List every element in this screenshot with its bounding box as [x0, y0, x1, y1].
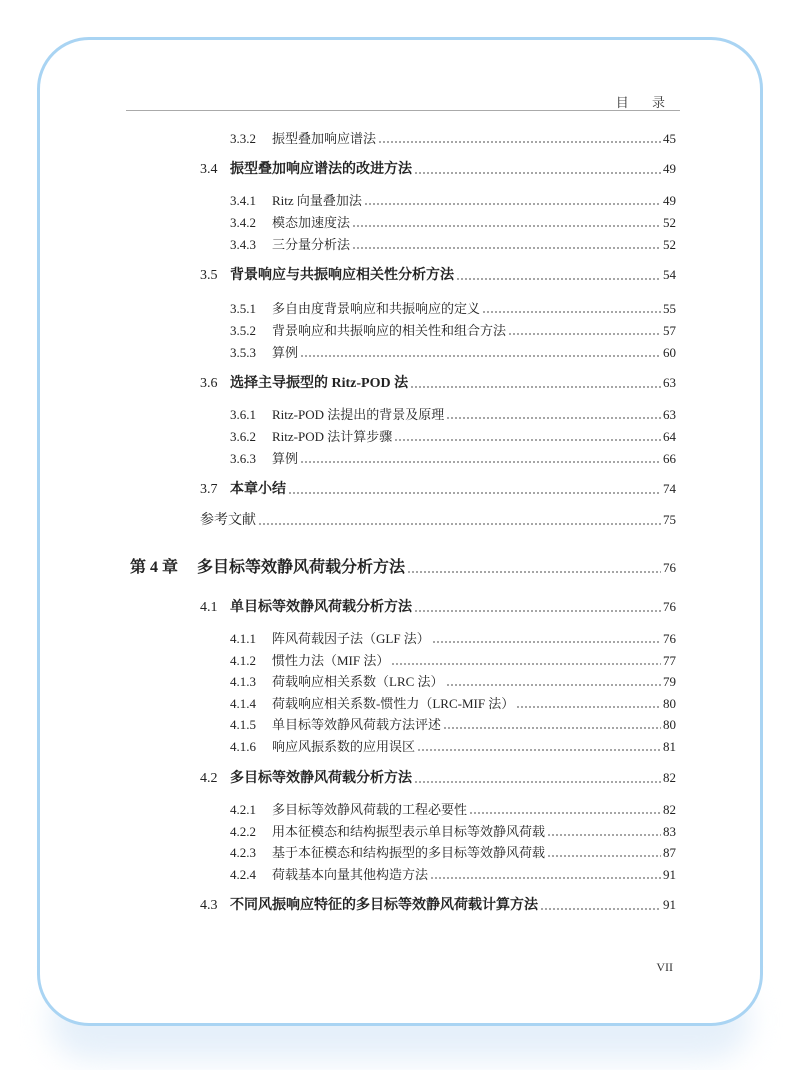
dot-leader — [446, 417, 661, 419]
toc-entry-page: 49 — [663, 161, 676, 176]
dot-leader — [414, 781, 661, 783]
toc-entry-page: 52 — [663, 215, 676, 230]
dot-leader — [482, 311, 661, 313]
dot-leader — [352, 225, 661, 227]
toc-entry-title: 多目标等效静风荷载的工程必要性 — [272, 802, 468, 817]
toc-entry-title: 不同风振响应特征的多目标等效静风荷载计算方法 — [230, 898, 538, 913]
toc-entry-number: 4.1.3 — [230, 674, 256, 689]
toc-entry-page: 63 — [663, 407, 676, 422]
toc-entry[interactable] — [230, 426, 676, 445]
toc-entry[interactable] — [230, 650, 676, 669]
dot-leader — [414, 610, 661, 612]
toc-entry-title: 选择主导振型的 Ritz-POD 法 — [230, 376, 409, 391]
toc-entry[interactable] — [230, 128, 676, 147]
toc-entry-number: 4.2.4 — [230, 867, 256, 882]
toc-entry-title: 荷载响应相关系数-惯性力（LRC-MIF 法） — [272, 696, 515, 711]
toc-entry[interactable] — [230, 342, 676, 361]
toc-entry-title: 算例 — [272, 451, 299, 466]
toc-entry-page: 80 — [663, 696, 676, 711]
toc-entry-page: 79 — [663, 674, 676, 689]
toc-entry[interactable] — [230, 628, 676, 647]
toc-entry-number: 3.6.2 — [230, 429, 256, 444]
toc-entry-number: 4.1.6 — [230, 739, 256, 754]
toc-entry-title: 振型叠加响应谱法的改进方法 — [230, 162, 412, 177]
toc-entry-page: 91 — [663, 897, 676, 912]
toc-entry[interactable] — [230, 736, 676, 755]
toc-entry[interactable] — [200, 478, 676, 498]
toc-entry-number: 3.5.3 — [230, 345, 256, 360]
toc-entry-number: 3.4.1 — [230, 193, 256, 208]
toc-entry-title: 模态加速度法 — [272, 215, 351, 230]
toc-entry-number: 4.1.1 — [230, 631, 256, 646]
toc-entry-page: 60 — [663, 345, 676, 360]
toc-entry-number: 4.2.3 — [230, 845, 256, 860]
toc-entry-title: 荷载响应相关系数（LRC 法） — [272, 674, 444, 689]
dot-leader — [258, 523, 661, 525]
toc-entry-title: 多目标等效静风荷载分析方法 — [197, 559, 406, 576]
toc-entry-number: 3.6.1 — [230, 407, 256, 422]
dot-leader — [410, 386, 661, 388]
toc-entry-title: Ritz-POD 法计算步骤 — [272, 429, 393, 444]
toc-entry-title: 多目标等效静风荷载分析方法 — [230, 771, 412, 786]
dot-leader — [378, 141, 661, 143]
toc-entry[interactable] — [230, 212, 676, 231]
toc-entry-page: 76 — [663, 560, 676, 575]
dot-leader — [417, 749, 661, 751]
toc-entry-page: 87 — [663, 845, 676, 860]
toc-entry-page: 54 — [663, 267, 676, 282]
toc-entry-title: 参考文献 — [200, 513, 256, 528]
toc-entry-number: 3.6 — [200, 376, 218, 391]
toc-entry-page: 77 — [663, 653, 676, 668]
toc-entry-title: 算例 — [272, 345, 299, 360]
toc-entry[interactable] — [230, 671, 676, 690]
toc-entry-number: 4.1.5 — [230, 717, 256, 732]
toc-entry-page: 52 — [663, 237, 676, 252]
toc-entry[interactable] — [230, 714, 676, 733]
dot-leader — [547, 834, 661, 836]
toc-entry-page: 74 — [663, 481, 676, 496]
toc-entry[interactable] — [230, 799, 676, 818]
dot-leader — [300, 355, 661, 357]
dot-leader — [456, 278, 661, 280]
toc-entry[interactable] — [230, 234, 676, 253]
toc-entry-page: 82 — [663, 802, 676, 817]
toc-entry-page: 64 — [663, 429, 676, 444]
toc-entry-title: 用本征模态和结构振型表示单目标等效静风荷载 — [272, 824, 546, 839]
toc-entry-title: 振型叠加响应谱法 — [272, 131, 377, 146]
toc-entry-number: 4.1.4 — [230, 696, 256, 711]
dot-leader — [516, 706, 661, 708]
toc-entry-number: 3.3.2 — [230, 131, 256, 146]
toc-entry-page: 75 — [663, 512, 676, 527]
dot-leader — [469, 812, 661, 814]
page-number: VII — [656, 960, 673, 974]
toc-entry[interactable] — [200, 264, 676, 284]
toc-entry-page: 76 — [663, 599, 676, 614]
dot-leader — [352, 247, 661, 249]
toc-entry-title: 响应风振系数的应用误区 — [272, 739, 416, 754]
dot-leader — [443, 727, 661, 729]
toc-entry[interactable] — [200, 158, 676, 178]
header-rule — [126, 110, 680, 111]
toc-entry[interactable] — [230, 448, 676, 467]
toc-entry-title: 三分量分析法 — [272, 237, 351, 252]
toc-entry-page: 81 — [663, 739, 676, 754]
toc-entry[interactable] — [230, 404, 676, 423]
toc-entry-title: Ritz-POD 法提出的背景及原理 — [272, 407, 445, 422]
toc-entry-number: 4.2.1 — [230, 802, 256, 817]
toc-entry-title: 基于本征模态和结构振型的多目标等效静风荷载 — [272, 845, 546, 860]
dot-leader — [547, 855, 661, 857]
toc-entry-title: Ritz 向量叠加法 — [272, 193, 362, 208]
toc-entry-page: 63 — [663, 375, 676, 390]
toc-entry[interactable] — [230, 298, 676, 317]
toc-entry-title: 多自由度背景响应和共振响应的定义 — [272, 301, 481, 316]
dot-leader — [364, 203, 661, 205]
toc-entry[interactable] — [230, 842, 676, 861]
toc-entry[interactable] — [230, 320, 676, 339]
toc-entry-page: 55 — [663, 301, 676, 316]
toc-entry[interactable] — [230, 190, 676, 209]
toc-entry-number: 3.4.2 — [230, 215, 256, 230]
toc-entry-title: 单目标等效静风荷载方法评述 — [272, 717, 442, 732]
toc-entry-number: 第 4 章 — [130, 559, 179, 576]
toc-entry-page: 49 — [663, 193, 676, 208]
toc-entry-page: 57 — [663, 323, 676, 338]
toc-entry-number: 3.5.2 — [230, 323, 256, 338]
dot-leader — [508, 333, 661, 335]
toc-entry-number: 3.5 — [200, 268, 218, 283]
toc-entry[interactable] — [200, 596, 676, 616]
toc-entry[interactable] — [200, 372, 676, 392]
toc-entry-page: 80 — [663, 717, 676, 732]
toc-entry[interactable] — [230, 693, 676, 712]
toc-entry[interactable] — [230, 821, 676, 840]
toc-entry-page: 82 — [663, 770, 676, 785]
dot-leader — [407, 571, 661, 573]
toc-entry-number: 3.7 — [200, 482, 218, 497]
toc-entry[interactable] — [200, 767, 676, 787]
toc-entry-title: 阵风荷载因子法（GLF 法） — [272, 631, 430, 646]
running-header-title: 目 录 — [615, 95, 675, 110]
dot-leader — [391, 663, 661, 665]
toc-entry-number: 4.2 — [200, 771, 218, 786]
toc-entry[interactable] — [130, 554, 676, 577]
toc-entry-title: 本章小结 — [230, 482, 286, 497]
toc-entry-page: 83 — [663, 824, 676, 839]
toc-entry-title: 背景响应与共振响应相关性分析方法 — [230, 268, 454, 283]
toc-entry-number: 3.4.3 — [230, 237, 256, 252]
dot-leader — [446, 684, 661, 686]
toc-entry-title: 荷载基本向量其他构造方法 — [272, 867, 429, 882]
toc-entry-title: 背景响应和共振响应的相关性和组合方法 — [272, 323, 507, 338]
toc-entry-title: 惯性力法（MIF 法） — [272, 653, 390, 668]
toc-entry-number: 3.5.1 — [230, 301, 256, 316]
dot-leader — [394, 439, 661, 441]
dot-leader — [414, 172, 661, 174]
toc-entry-page: 66 — [663, 451, 676, 466]
toc-entry-title: 单目标等效静风荷载分析方法 — [230, 600, 412, 615]
dot-leader — [300, 461, 661, 463]
dot-leader — [430, 877, 661, 879]
toc-entry-number: 4.3 — [200, 898, 218, 913]
toc-entry-number: 3.4 — [200, 162, 218, 177]
dot-leader — [288, 492, 661, 494]
toc-entry-number: 4.2.2 — [230, 824, 256, 839]
toc-entry-number: 3.6.3 — [230, 451, 256, 466]
toc-entry-number: 4.1.2 — [230, 653, 256, 668]
toc-entry[interactable] — [230, 864, 676, 883]
toc-entry-page: 76 — [663, 631, 676, 646]
dot-leader — [540, 908, 661, 910]
toc-entry[interactable] — [200, 894, 676, 914]
toc-entry-number: 4.1 — [200, 600, 218, 615]
dot-leader — [432, 641, 661, 643]
toc-entry-page: 45 — [663, 131, 676, 146]
toc-entry[interactable] — [200, 509, 676, 529]
toc-entry-page: 91 — [663, 867, 676, 882]
